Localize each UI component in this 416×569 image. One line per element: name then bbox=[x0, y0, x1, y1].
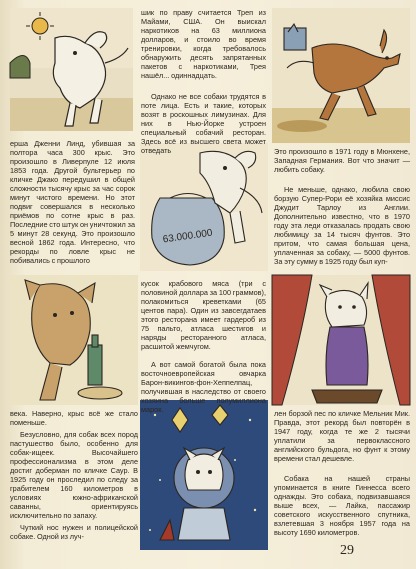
bottle-dog-illustration bbox=[10, 275, 138, 405]
leaping-dog-illustration bbox=[272, 8, 410, 143]
moneybag-label: 63.000.000 bbox=[162, 227, 214, 246]
moneybag-dog-illustration bbox=[140, 143, 268, 271]
text-block-rat-records: ерша Дженни Линд, убившая за полтора часа 300 крыс. Это произошло в Ливерпуле 12 июля 1853 года. Другой бультерьер по кличке Джако передушил в общей сложности тысячу крыс за час сорок минут чистого времени. Но этот подвиг совершался в несколько приёмов по сотне крыс в раз. Последние сто штук он уничтожил за 5 минут 28 секунд. Это произошло весной 1862 года. Интересно, что рекорды по ловле крыс не побивались с прошлого bbox=[10, 139, 135, 265]
text-block-richest-dog: А вот самой богатой была пока восточноевропейская овчарка Барон-викингов-фон-Хеппелпац, получившая в наследство от своего хозяина больше полумиллиона марок. bbox=[141, 360, 266, 414]
text-block-trep: шик по праву считается Треп из Майами, США. Он выискал наркотиков на 63 миллиона долларов, и стоило во время тренировки, когда требовалось обнаружить десять запрятанных пакетов с наркотиками, Трея нашёл... одиннадцать. bbox=[141, 8, 266, 80]
space-dog-illustration bbox=[140, 400, 268, 550]
text-block-laika: Собака на нашей страны упоминается в книге Гиннесса всего однажды. Это собака, подвизавшаяся выше всех, — Лайка, пассажир советского искусственного спутника, взлетевшая 3 ноября 1957 года на высоту 1690 километров. bbox=[274, 474, 410, 537]
dog-yard-illustration bbox=[10, 8, 133, 131]
page-number: 29 bbox=[340, 543, 354, 558]
text-block-miller-mick: лен борзой пес по кличке Мельник Мик. Правда, этот рекорд был повторён в 1947 году, когда те же 2 тысячи уплатили за первоклассного английского бульдога, но фунт к этому времени стал дешевле. bbox=[274, 409, 410, 463]
theater-dog-illustration bbox=[272, 275, 410, 405]
text-block-police-dog: Чуткий нос нужен и полицейской собаке. Одной из луч- bbox=[10, 523, 138, 541]
text-block-rats-fewer: века. Наверно, крыс всё же стало поменьше. bbox=[10, 409, 138, 427]
text-block-restaurant: Однако не все собаки трудятся в поте лица. Есть и такие, которых возят в роскошных лимузинах. Для них в Нью-Йорке устроен специальный собачий ресторан. Здесь всё из высшего света может отведать bbox=[141, 92, 266, 155]
text-block-crab-meat: кусок крабового мяса (три с половиной доллара за 100 граммов), полакомиться креветками (65 центов пара). Один из завсегдатаев этого ресторана имеет гардероб из 75 пальто, атласа шестигов и наряды ресторанного атласа, расшитой жемчугом. bbox=[141, 279, 266, 351]
text-block-greyhound-price: Не меньше, однако, любила свою борзую Супер-Рори её хозяйка миссис Джудит Тарлоу из Англии. Дополнительно известно, что в 1970 году эта леди отказалась продать свою любимицу за 14 тысяч фунтов. Это притом, что самая большая цена, уплаченная за собаку, — 5000 фунтов. За эту сумму в 1925 году был куп- bbox=[274, 185, 410, 266]
text-block-munich: Это произошло в 1971 году в Мюнхене, Западная Германия. Вот что значит — любить собаку. bbox=[274, 147, 410, 174]
text-block-tracking: Безусловно, для собак всех пород пастушество было, особенно для собак-ищеек. Высочайшего профессионализма в этом деле достиг доберман по кличке Саур. В 1925 году он проследил по следу за грабителем 160 километров в условиях южно-африканской саванны, ориентируясь исключительно по запаху. bbox=[10, 430, 138, 520]
